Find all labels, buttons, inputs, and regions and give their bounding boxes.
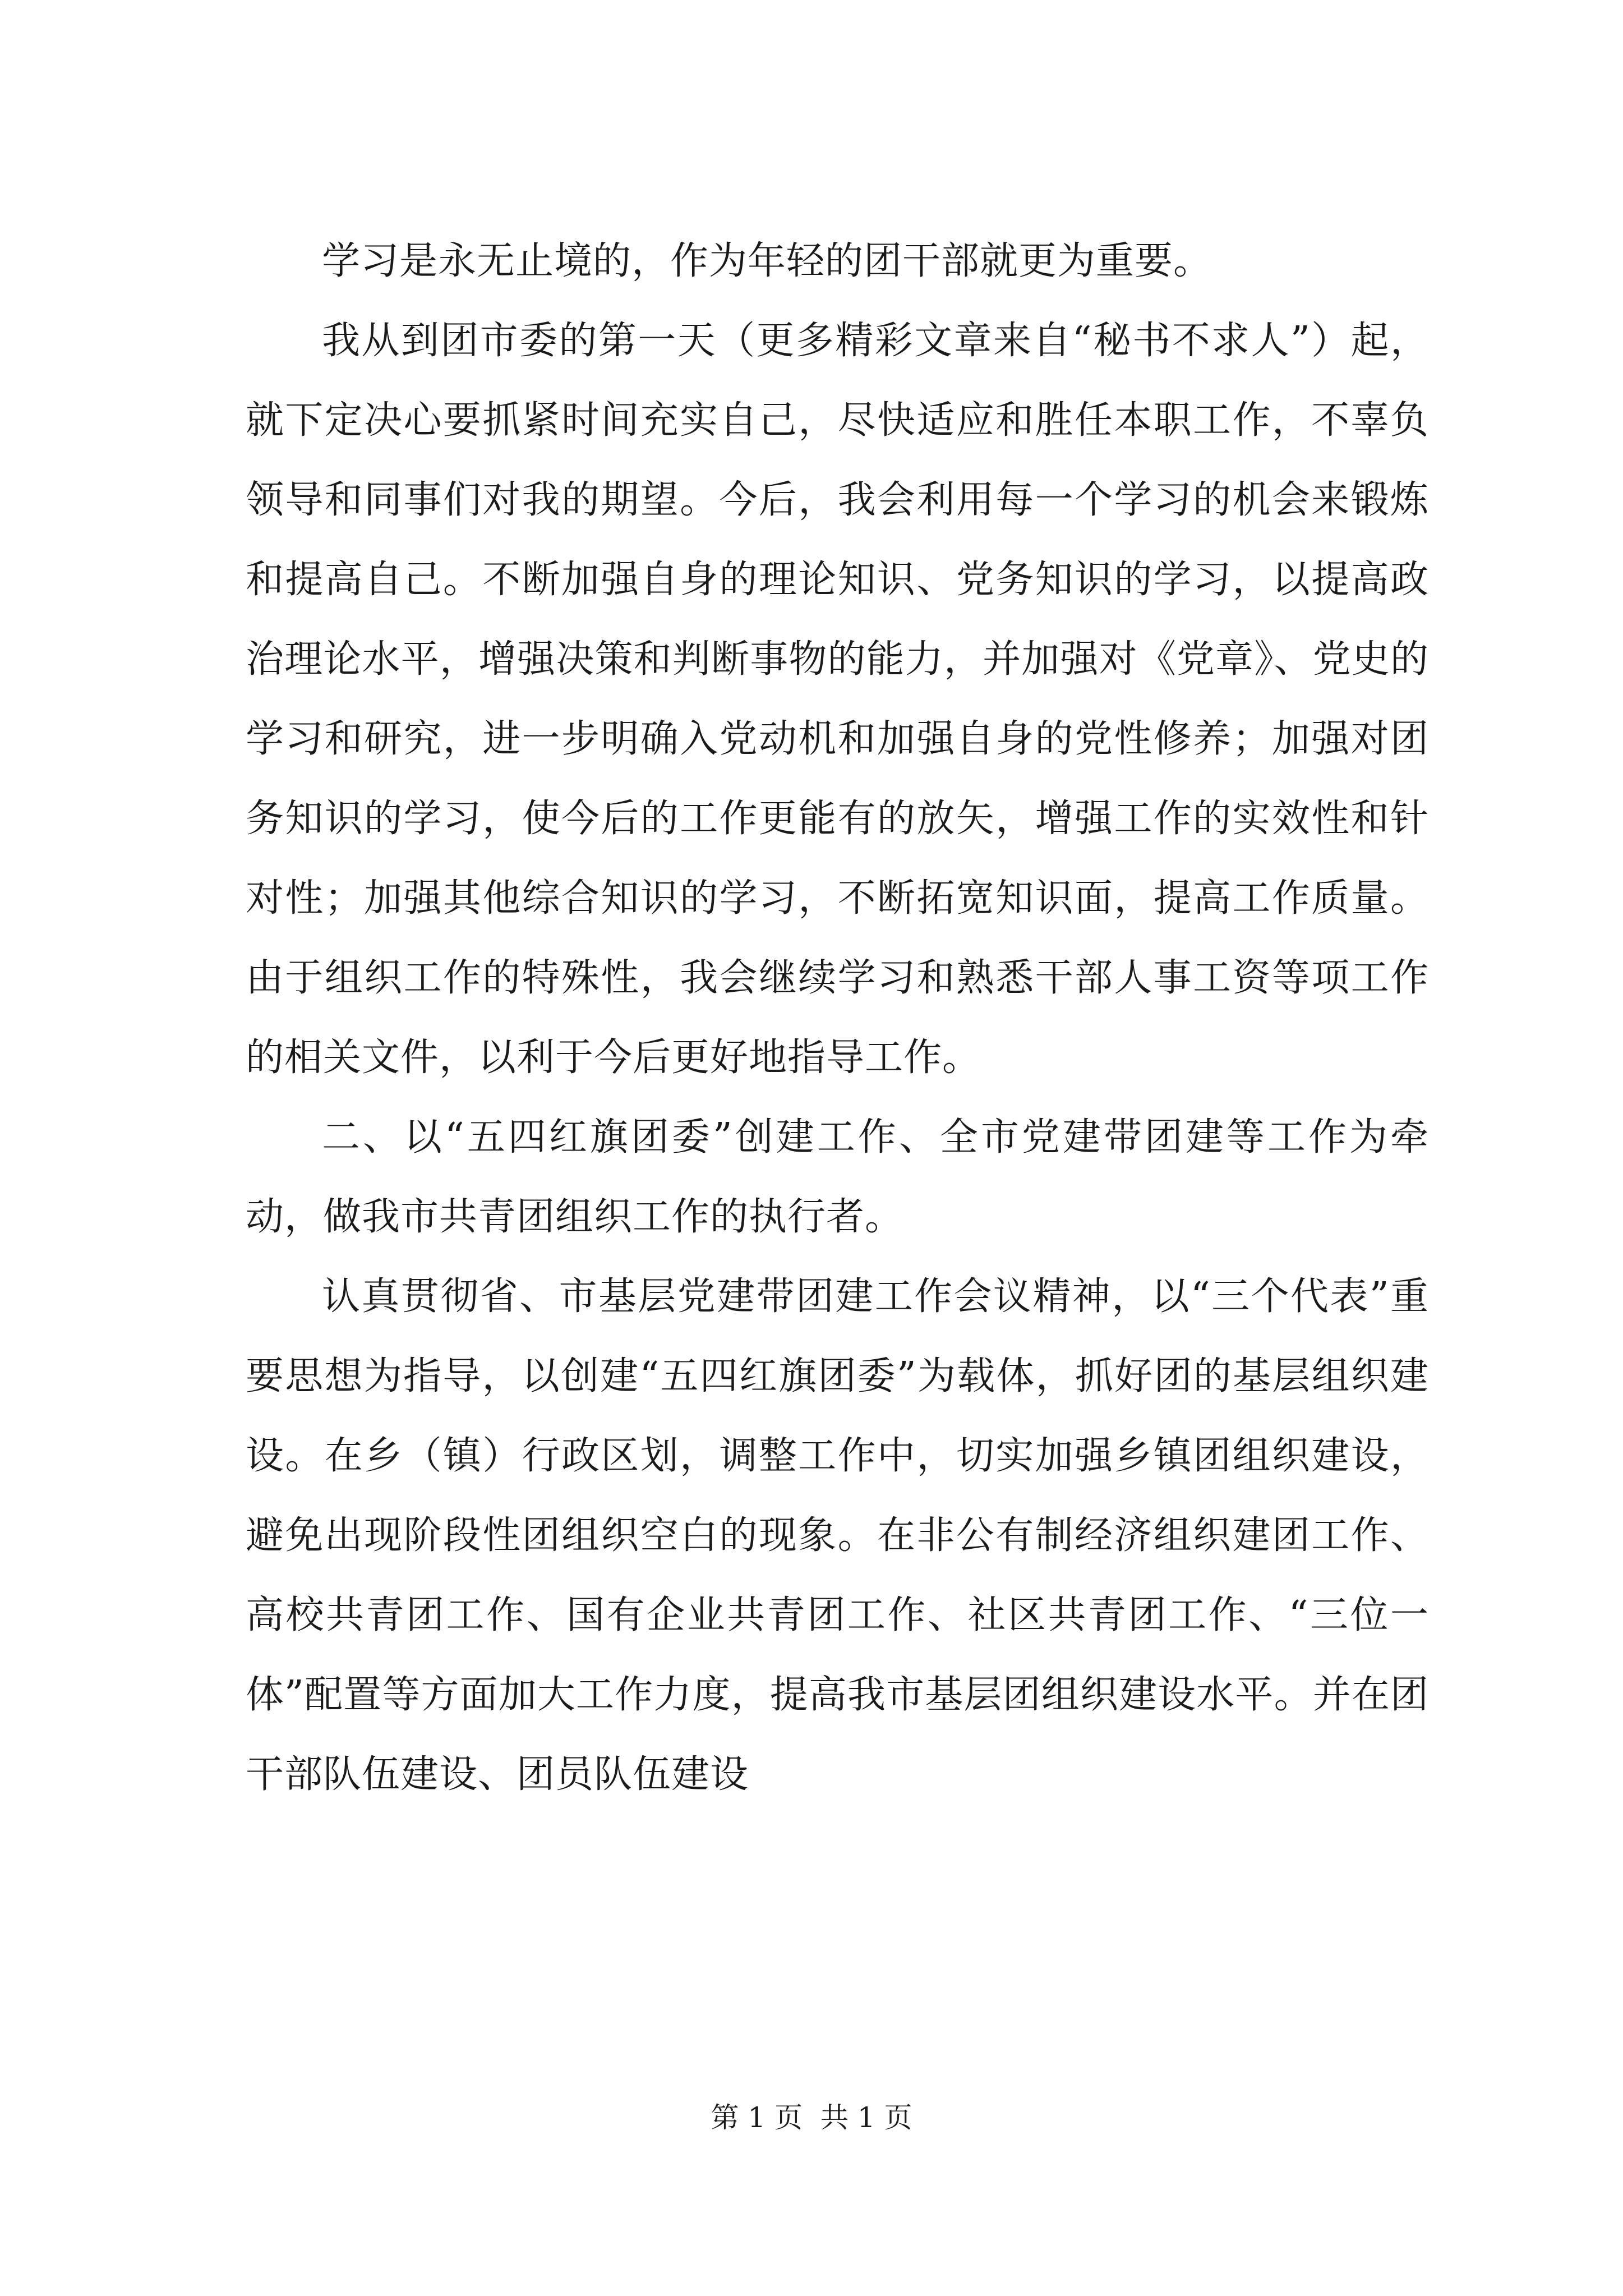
paragraph-1: 学习是永无止境的，作为年轻的团干部就更为重要。 <box>322 239 1212 283</box>
paragraph-4: 认真贯彻省、市基层党建带团建工作会议精神，以“三个代表”重要思想为指导，以创建“五四红旗团委”为载体，抓好团的基层组织建设。在乡（镇）行政区划，调整工作中，切实加强乡镇团组织建设，避免出现阶段性团组织空白的现象。在非公有制经济组织建团工作、高校共青团工作、国有企业共青团工作、社区共青团工作、“三位一体”配置等方面加大工作力度，提高我市基层团组织建设水平。并在团干部队伍建设、团员队伍建设 <box>246 1274 1429 1797</box>
document-body <box>246 222 1429 1815</box>
paragraph-3: 二、以“五四红旗团委”创建工作、全市党建带团建等工作为牵动，做我市共青团组织工作的执行者。 <box>246 1115 1429 1239</box>
page-footer <box>0 2095 1623 2140</box>
paragraph-2: 我从到团市委的第一天（更多精彩文章来自“秘书不求人”）起，就下定决心要抓紧时间充实自己，尽快适应和胜任本职工作，不辜负领导和同事们对我的期望。今后，我会利用每一个学习的机会来锻炼和提高自己。不断加强自身的理论知识、党务知识的学习，以提高政治理论水平，增强决策和判断事物的能力，并加强对《党章》、党史的学习和研究，进一步明确入党动机和加强自身的党性修养；加强对团务知识的学习，使今后的工作更能有的放矢，增强工作的实效性和针对性；加强其他综合知识的学习，不断拓宽知识面，提高工作质量。由于组织工作的特殊性，我会继续学习和熟悉干部人事工资等项工作的相关文件，以利于今后更好地指导工作。 <box>246 319 1429 1080</box>
page-number-label: 第 1 页 共 1 页 <box>711 2101 912 2134</box>
